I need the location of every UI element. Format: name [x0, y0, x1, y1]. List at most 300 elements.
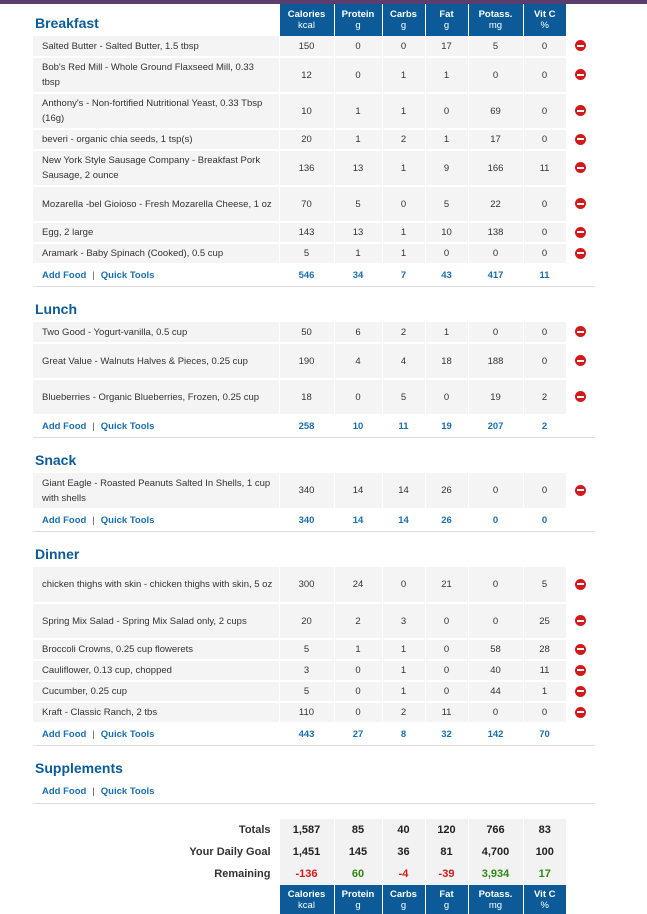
- food-value: 1: [425, 57, 468, 93]
- food-value: 0: [425, 379, 468, 415]
- food-value: 0: [523, 343, 566, 379]
- summary-label: Your Daily Goal: [189, 846, 271, 858]
- meal-total-value: 7: [382, 264, 425, 286]
- column-unit: %: [540, 20, 549, 31]
- delete-cell: [566, 129, 595, 150]
- food-value: 0: [425, 243, 468, 264]
- delete-cell: [566, 603, 595, 639]
- food-value: 0: [468, 57, 523, 93]
- food-value: 2: [382, 129, 425, 150]
- meal-total-value: [468, 781, 523, 803]
- column-name: Protein: [341, 9, 375, 20]
- summary-value: -39: [425, 863, 468, 885]
- food-value: 1: [382, 660, 425, 681]
- food-value: 19: [468, 379, 523, 415]
- summary-spacer: [33, 803, 595, 819]
- food-value: 20: [279, 603, 334, 639]
- food-value: 0: [334, 36, 382, 57]
- quick-tools-link[interactable]: Quick Tools: [100, 786, 155, 798]
- food-value: 4: [334, 343, 382, 379]
- header-spacer: [566, 885, 595, 914]
- food-value: 50: [279, 322, 334, 343]
- food-value: 0: [382, 186, 425, 222]
- delete-cell: [566, 243, 595, 264]
- meal-total-value: [523, 781, 566, 803]
- food-value: 70: [279, 186, 334, 222]
- meal-total-value: [279, 781, 334, 803]
- meal-total-value: 8: [382, 723, 425, 745]
- food-value: 1: [334, 243, 382, 264]
- food-value: 0: [523, 36, 566, 57]
- food-value: 0: [468, 702, 523, 723]
- meal-links: [33, 415, 279, 437]
- column-name: Fat: [439, 888, 454, 900]
- column-name: Potass.: [478, 9, 513, 20]
- meal-title-row: [33, 286, 595, 322]
- delete-cell: [566, 639, 595, 660]
- food-name[interactable]: Anthony's - Non-fortified Nutritional Yeast, 0.33 Tbsp (16g): [33, 93, 279, 129]
- summary-value: 1,451: [279, 841, 334, 863]
- meal-total-value: [425, 781, 468, 803]
- food-value: 0: [334, 681, 382, 702]
- food-value: 0: [334, 660, 382, 681]
- header-spacer: [566, 4, 595, 36]
- food-row: [33, 129, 595, 150]
- food-value: 0: [523, 186, 566, 222]
- food-row: [33, 150, 595, 186]
- summary-value: 83: [523, 819, 566, 841]
- quick-tools-link[interactable]: Quick Tools: [100, 728, 155, 740]
- food-row: [33, 93, 595, 129]
- food-value: 0: [425, 93, 468, 129]
- food-row: [33, 681, 595, 702]
- food-value: 24: [334, 567, 382, 603]
- food-value: 9: [425, 150, 468, 186]
- food-value: 138: [468, 222, 523, 243]
- column-name: Calories: [287, 888, 326, 900]
- food-value: 1: [382, 57, 425, 93]
- summary-row-goal: [33, 841, 595, 863]
- food-value: 110: [279, 702, 334, 723]
- column-header: [382, 4, 425, 36]
- column-name: Carbs: [390, 888, 417, 900]
- column-header: [425, 4, 468, 36]
- column-header: [334, 4, 382, 36]
- meal-total-value: 70: [523, 723, 566, 745]
- meal-title-row: [33, 437, 595, 473]
- total-spacer: [566, 781, 595, 803]
- add-food-link[interactable]: Add Food: [42, 514, 87, 526]
- food-value: 13: [334, 150, 382, 186]
- food-value: 0: [468, 473, 523, 509]
- food-value: 28: [523, 639, 566, 660]
- delete-cell: [566, 473, 595, 509]
- meal-title: Snack: [35, 452, 77, 468]
- delete-food-icon[interactable]: [575, 162, 586, 173]
- summary-spacer-cell: [566, 863, 595, 885]
- meal-total-value: 11: [523, 264, 566, 286]
- total-spacer: [566, 723, 595, 745]
- delete-cell: [566, 322, 595, 343]
- summary-spacer-cell: [566, 841, 595, 863]
- column-unit: kcal: [298, 899, 315, 911]
- meal-totals-row: [33, 723, 595, 745]
- food-value: 1: [523, 681, 566, 702]
- food-value: 3: [382, 603, 425, 639]
- delete-food-icon[interactable]: [575, 326, 586, 337]
- food-value: 1: [382, 243, 425, 264]
- column-unit: g: [443, 20, 450, 31]
- delete-food-icon[interactable]: [575, 198, 586, 209]
- food-value: 5: [279, 639, 334, 660]
- food-value: 18: [425, 343, 468, 379]
- column-header: [425, 885, 468, 914]
- food-row: [33, 473, 595, 509]
- food-row: [33, 567, 595, 603]
- meal-total-value: [382, 781, 425, 803]
- meal-total-value: 443: [279, 723, 334, 745]
- food-name[interactable]: chicken thighs with skin - chicken thighs with skin, 5 oz: [33, 567, 279, 603]
- column-name: Vit C: [534, 888, 556, 900]
- food-value: 21: [425, 567, 468, 603]
- column-header: [523, 4, 566, 36]
- food-value: 14: [382, 473, 425, 509]
- food-value: 136: [279, 150, 334, 186]
- food-row: [33, 639, 595, 660]
- delete-food-icon[interactable]: [575, 579, 586, 590]
- meal-total-value: 34: [334, 264, 382, 286]
- column-unit: mg: [488, 899, 503, 911]
- food-value: 11: [523, 150, 566, 186]
- food-value: 10: [279, 93, 334, 129]
- food-value: 0: [468, 567, 523, 603]
- summary-label: Remaining: [214, 868, 271, 880]
- food-value: 18: [279, 379, 334, 415]
- food-name[interactable]: Egg, 2 large: [33, 222, 279, 243]
- summary-value: 120: [425, 819, 468, 841]
- summary-value: 1,587: [279, 819, 334, 841]
- meal-total-value: 142: [468, 723, 523, 745]
- meal-total-value: [334, 781, 382, 803]
- food-value: 1: [382, 681, 425, 702]
- column-name: Protein: [341, 888, 375, 900]
- delete-food-icon[interactable]: [575, 686, 586, 697]
- meal-total-value: 14: [334, 509, 382, 531]
- meal-title-row: [33, 745, 595, 781]
- delete-food-icon[interactable]: [575, 40, 586, 51]
- food-value: 5: [279, 243, 334, 264]
- delete-food-icon[interactable]: [575, 707, 586, 718]
- delete-food-icon[interactable]: [575, 248, 586, 259]
- food-value: 0: [425, 660, 468, 681]
- add-food-link[interactable]: Add Food: [42, 269, 87, 281]
- food-value: 69: [468, 93, 523, 129]
- delete-cell: [566, 186, 595, 222]
- food-value: 11: [425, 702, 468, 723]
- nutrient-footer-row: [33, 885, 595, 914]
- food-row: [33, 243, 595, 264]
- column-header: [334, 885, 382, 914]
- food-name[interactable]: Bob's Red Mill - Whole Ground Flaxseed Mill, 0.33 tbsp: [33, 57, 279, 93]
- summary-value: 4,700: [468, 841, 523, 863]
- food-value: 0: [425, 681, 468, 702]
- food-value: 0: [523, 129, 566, 150]
- food-row: [33, 186, 595, 222]
- food-name[interactable]: Two Good - Yogurt-vanilla, 0.5 cup: [33, 322, 279, 343]
- summary-value: 36: [382, 841, 425, 863]
- meal-total-value: 27: [334, 723, 382, 745]
- food-row: [33, 660, 595, 681]
- food-value: 2: [382, 702, 425, 723]
- summary-value: 145: [334, 841, 382, 863]
- delete-cell: [566, 57, 595, 93]
- food-name[interactable]: Giant Eagle - Roasted Peanuts Salted In Shells, 1 cup with shells: [33, 473, 279, 509]
- food-value: 0: [334, 379, 382, 415]
- food-name[interactable]: Cucumber, 0.25 cup: [33, 681, 279, 702]
- summary-value: 100: [523, 841, 566, 863]
- delete-cell: [566, 36, 595, 57]
- summary-spacer-cell: [566, 819, 595, 841]
- food-value: 0: [468, 243, 523, 264]
- delete-food-icon[interactable]: [575, 134, 586, 145]
- food-value: 6: [334, 322, 382, 343]
- total-spacer: [566, 415, 595, 437]
- food-value: 166: [468, 150, 523, 186]
- food-value: 0: [425, 639, 468, 660]
- food-value: 0: [523, 702, 566, 723]
- summary-value: 766: [468, 819, 523, 841]
- meal-total-value: 10: [334, 415, 382, 437]
- column-header: [279, 885, 334, 914]
- column-unit: %: [540, 899, 549, 911]
- food-value: 1: [382, 93, 425, 129]
- food-value: 5: [382, 379, 425, 415]
- food-value: 0: [425, 603, 468, 639]
- food-value: 0: [468, 603, 523, 639]
- food-value: 340: [279, 473, 334, 509]
- food-value: 1: [425, 129, 468, 150]
- food-name[interactable]: beveri - organic chia seeds, 1 tsp(s): [33, 129, 279, 150]
- summary-value: 40: [382, 819, 425, 841]
- meal-total-value: 19: [425, 415, 468, 437]
- summary-value: 60: [334, 863, 382, 885]
- food-row: [33, 603, 595, 639]
- food-value: 0: [334, 57, 382, 93]
- quick-tools-link[interactable]: Quick Tools: [100, 269, 155, 281]
- food-value: 10: [425, 222, 468, 243]
- delete-food-icon[interactable]: [575, 644, 586, 655]
- food-diary-table: [33, 4, 595, 914]
- meal-title: Breakfast: [35, 15, 99, 31]
- column-unit: g: [355, 20, 361, 31]
- food-value: 26: [425, 473, 468, 509]
- food-value: 188: [468, 343, 523, 379]
- summary-value: 85: [334, 819, 382, 841]
- food-value: 5: [425, 186, 468, 222]
- column-unit: g: [400, 20, 407, 31]
- column-header: [523, 885, 566, 914]
- food-value: 0: [523, 222, 566, 243]
- food-value: 150: [279, 36, 334, 57]
- delete-cell: [566, 379, 595, 415]
- food-row: [33, 322, 595, 343]
- food-row: [33, 36, 595, 57]
- food-value: 13: [334, 222, 382, 243]
- quick-tools-link[interactable]: Quick Tools: [100, 514, 155, 526]
- food-value: 17: [468, 129, 523, 150]
- food-value: 2: [523, 379, 566, 415]
- add-food-link[interactable]: Add Food: [42, 420, 87, 432]
- food-value: 143: [279, 222, 334, 243]
- food-value: 5: [468, 36, 523, 57]
- food-value: 0: [468, 322, 523, 343]
- food-row: [33, 343, 595, 379]
- delete-food-icon[interactable]: [575, 355, 586, 366]
- column-name: Fat: [439, 9, 454, 20]
- food-value: 1: [334, 639, 382, 660]
- column-name: Carbs: [390, 9, 417, 20]
- summary-value: 3,934: [468, 863, 523, 885]
- meal-total-value: 2: [523, 415, 566, 437]
- summary-row-totals: [33, 819, 595, 841]
- food-value: 25: [523, 603, 566, 639]
- column-header: [468, 4, 523, 36]
- delete-cell: [566, 150, 595, 186]
- food-value: 22: [468, 186, 523, 222]
- food-value: 1: [334, 93, 382, 129]
- delete-food-icon[interactable]: [575, 69, 586, 80]
- food-value: 20: [279, 129, 334, 150]
- column-header: [468, 885, 523, 914]
- delete-food-icon[interactable]: [575, 615, 586, 626]
- delete-food-icon[interactable]: [575, 665, 586, 676]
- link-separator: |: [92, 786, 95, 798]
- meal-links: [33, 781, 279, 803]
- food-name[interactable]: Kraft - Classic Ranch, 2 tbs: [33, 702, 279, 723]
- meal-total-value: 340: [279, 509, 334, 531]
- delete-food-icon[interactable]: [575, 485, 586, 496]
- column-header: [382, 885, 425, 914]
- delete-food-icon[interactable]: [575, 105, 586, 116]
- food-name[interactable]: Spring Mix Salad - Spring Mix Salad only, 2 cups: [33, 603, 279, 639]
- food-row: [33, 379, 595, 415]
- meal-links: [33, 509, 279, 531]
- food-value: 3: [279, 660, 334, 681]
- column-unit: kcal: [298, 20, 315, 31]
- meal-total-value: 0: [468, 509, 523, 531]
- column-header: [279, 4, 334, 36]
- summary-row-remaining: [33, 863, 595, 885]
- summary-value: 17: [523, 863, 566, 885]
- food-value: 2: [334, 603, 382, 639]
- add-food-link[interactable]: Add Food: [42, 728, 87, 740]
- delete-food-icon[interactable]: [575, 391, 586, 402]
- link-separator: |: [92, 420, 95, 432]
- food-value: 44: [468, 681, 523, 702]
- meal-total-value: 26: [425, 509, 468, 531]
- food-name[interactable]: Broccoli Crowns, 0.25 cup flowerets: [33, 639, 279, 660]
- food-name[interactable]: Aramark - Baby Spinach (Cooked), 0.5 cup: [33, 243, 279, 264]
- add-food-link[interactable]: Add Food: [42, 786, 87, 798]
- meal-title: Dinner: [35, 546, 80, 562]
- food-value: 12: [279, 57, 334, 93]
- food-value: 0: [382, 36, 425, 57]
- delete-cell: [566, 567, 595, 603]
- meal-total-value: 258: [279, 415, 334, 437]
- food-name[interactable]: New York Style Sausage Company - Breakfast Pork Sausage, 2 ounce: [33, 150, 279, 186]
- meal-total-value: 207: [468, 415, 523, 437]
- food-value: 0: [334, 702, 382, 723]
- total-spacer: [566, 509, 595, 531]
- column-unit: g: [355, 899, 361, 911]
- meal-total-value: 11: [382, 415, 425, 437]
- meal-total-value: 14: [382, 509, 425, 531]
- column-name: Vit C: [534, 9, 556, 20]
- food-value: 300: [279, 567, 334, 603]
- food-name[interactable]: Great Value - Walnuts Halves & Pieces, 0.25 cup: [33, 343, 279, 379]
- link-separator: |: [92, 728, 95, 740]
- summary-label: Totals: [238, 824, 271, 836]
- food-value: 5: [279, 681, 334, 702]
- food-value: 4: [382, 343, 425, 379]
- meal-totals-row: [33, 781, 595, 803]
- summary-value: 81: [425, 841, 468, 863]
- meal-total-value: 43: [425, 264, 468, 286]
- delete-cell: [566, 222, 595, 243]
- food-value: 2: [382, 322, 425, 343]
- food-name[interactable]: Blueberries - Organic Blueberries, Frozen, 0.25 cup: [33, 379, 279, 415]
- food-value: 0: [382, 567, 425, 603]
- link-separator: |: [92, 514, 95, 526]
- food-value: 14: [334, 473, 382, 509]
- delete-cell: [566, 660, 595, 681]
- summary-value: -4: [382, 863, 425, 885]
- food-value: 5: [334, 186, 382, 222]
- header-spacer: [33, 885, 279, 914]
- meal-total-value: 0: [523, 509, 566, 531]
- delete-cell: [566, 93, 595, 129]
- food-name[interactable]: Salted Butter - Salted Butter, 1.5 tbsp: [33, 36, 279, 57]
- food-value: 1: [425, 322, 468, 343]
- food-value: 11: [523, 660, 566, 681]
- column-unit: g: [400, 899, 407, 911]
- food-value: 0: [523, 243, 566, 264]
- food-name[interactable]: Cauliflower, 0.13 cup, chopped: [33, 660, 279, 681]
- food-name[interactable]: Mozarella -bel Gioioso - Fresh Mozarella Cheese, 1 oz: [33, 186, 279, 222]
- food-value: 0: [523, 93, 566, 129]
- column-unit: g: [443, 899, 450, 911]
- food-value: 1: [382, 639, 425, 660]
- delete-cell: [566, 681, 595, 702]
- total-spacer: [566, 264, 595, 286]
- food-value: 1: [334, 129, 382, 150]
- meal-totals-row: [33, 509, 595, 531]
- food-value: 17: [425, 36, 468, 57]
- food-value: 58: [468, 639, 523, 660]
- food-value: 190: [279, 343, 334, 379]
- meal-title: Supplements: [35, 760, 123, 776]
- quick-tools-link[interactable]: Quick Tools: [100, 420, 155, 432]
- meal-total-value: 417: [468, 264, 523, 286]
- food-row: [33, 702, 595, 723]
- food-value: 1: [382, 222, 425, 243]
- meal-total-value: 32: [425, 723, 468, 745]
- summary-value: -136: [279, 863, 334, 885]
- column-name: Calories: [287, 9, 326, 20]
- food-value: 40: [468, 660, 523, 681]
- meal-total-value: 546: [279, 264, 334, 286]
- delete-food-icon[interactable]: [575, 227, 586, 238]
